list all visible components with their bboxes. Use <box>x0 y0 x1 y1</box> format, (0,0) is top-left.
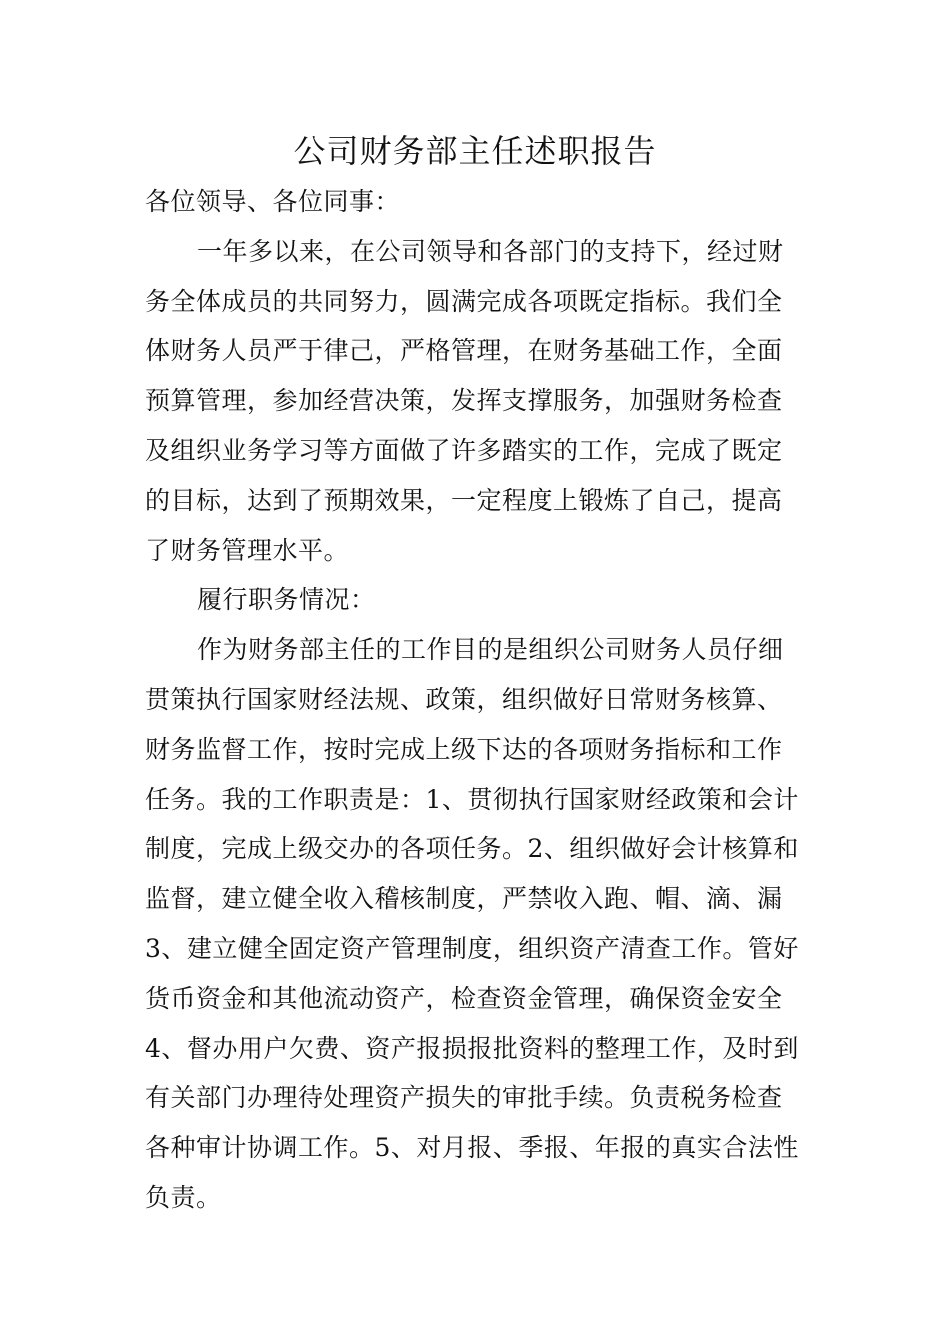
body-line: 制度，完成上级交办的各项任务。2、组织做好会计核算和 <box>145 834 799 864</box>
document-title: 公司财务部主任述职报告 <box>293 132 657 170</box>
body-line: 一年多以来，在公司领导和各部门的支持下，经过财 <box>197 236 784 266</box>
body-line: 贯策执行国家财经法规、政策，组织做好日常财务核算、 <box>145 684 783 714</box>
body-line: 作为财务部主任的工作目的是组织公司财务人员仔细 <box>197 635 784 665</box>
body-line: 务全体成员的共同努力，圆满完成各项既定指标。我们全 <box>145 286 783 316</box>
body-line: 的目标，达到了预期效果，一定程度上锻炼了自己，提高 <box>145 485 783 515</box>
body-line: 货币资金和其他流动资产，检查资金管理，确保资金安全 <box>145 983 783 1013</box>
body-line: 体财务人员严于律己，严格管理，在财务基础工作，全面 <box>145 336 783 366</box>
document-body <box>145 177 809 1223</box>
body-line: 监督，建立健全收入稽核制度，严禁收入跑、帽、滴、漏 <box>145 884 783 914</box>
body-line: 预算管理，参加经营决策，发挥支撑服务，加强财务检查 <box>145 386 783 416</box>
body-line: 了财务管理水平。 <box>145 535 350 565</box>
body-line: 履行职务情况： <box>197 585 376 615</box>
body-line: 负责。 <box>145 1182 222 1212</box>
body-line: 各种审计协调工作。5、对月报、季报、年报的真实合法性 <box>145 1133 799 1163</box>
body-line: 财务监督工作，按时完成上级下达的各项财务指标和工作 <box>145 734 783 764</box>
body-line: 任务。我的工作职责是：1、贯彻执行国家财经政策和会计 <box>145 784 799 814</box>
body-line: 有关部门办理待处理资产损失的审批手续。负责税务检查 <box>145 1083 783 1113</box>
body-line: 及组织业务学习等方面做了许多踏实的工作，完成了既定 <box>145 435 783 465</box>
body-line: 4、督办用户欠费、资产报损报批资料的整理工作，及时到 <box>145 1033 799 1063</box>
body-line: 3、建立健全固定资产管理制度，组织资产清查工作。管好 <box>145 933 799 963</box>
body-line: 各位领导、各位同事： <box>145 187 401 216</box>
